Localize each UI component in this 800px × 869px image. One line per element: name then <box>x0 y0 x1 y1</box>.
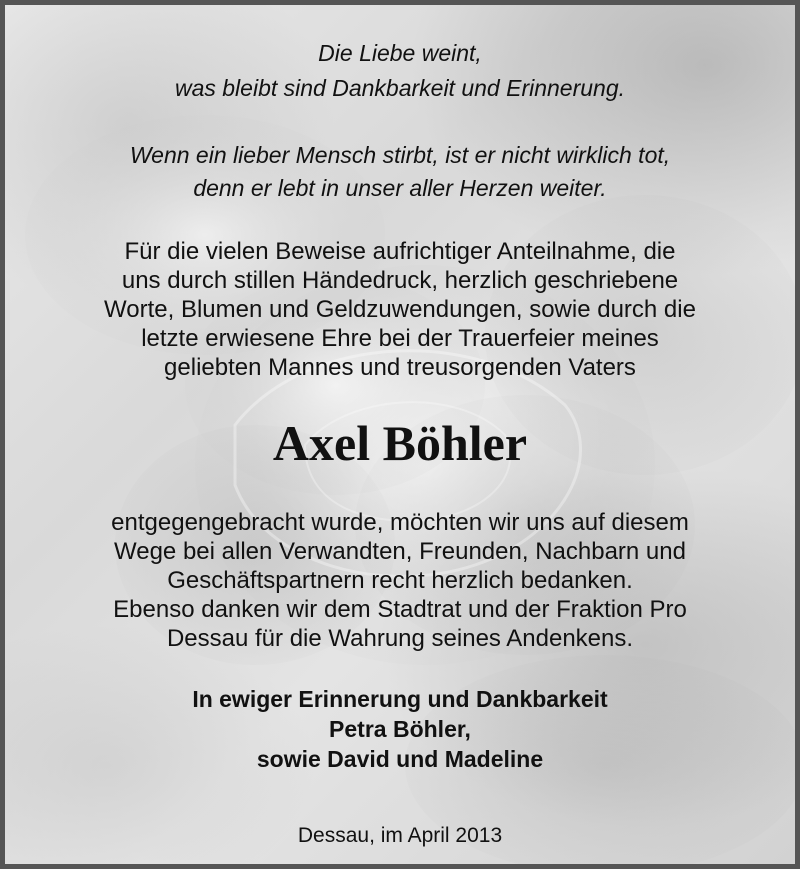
intro-line-3: Worte, Blumen und Geldzuwendungen, sowie durch die <box>104 296 696 323</box>
signature-line-2: Petra Böhler, <box>329 716 471 742</box>
thanks-line-4: Ebenso danken wir dem Stadtrat und der Fraktion Pro <box>113 596 687 623</box>
verse-line-2: was bleibt sind Dankbarkeit und Erinnerung. <box>174 75 626 101</box>
signature-line-1: In ewiger Erinnerung und Dankbarkeit <box>192 686 608 712</box>
obituary-content <box>5 5 795 864</box>
thanks-line-2: Wege bei allen Verwandten, Freunden, Nachbarn und <box>114 538 686 565</box>
intro-line-5: geliebten Mannes und treusorgenden Vaters <box>164 354 636 381</box>
place-date: Dessau, im April 2013 <box>297 824 503 847</box>
verse-line-3: Wenn ein lieber Mensch stirbt, ist er nicht wirklich tot, <box>129 142 671 168</box>
verse-line-1: Die Liebe weint, <box>318 40 482 66</box>
thanks-line-3: Geschäftspartnern recht herzlich bedanken. <box>167 567 633 594</box>
verse-line-4: denn er lebt in unser aller Herzen weiter. <box>193 175 607 201</box>
signature-line-3: sowie David und Madeline <box>256 746 544 772</box>
thanks-line-1: entgegengebracht wurde, möchten wir uns auf diesem <box>111 509 689 536</box>
intro-line-1: Für die vielen Beweise aufrichtiger Anteilnahme, die <box>124 238 676 265</box>
intro-line-2: uns durch stillen Händedruck, herzlich geschriebene <box>121 267 679 294</box>
thanks-line-5: Dessau für die Wahrung seines Andenkens. <box>166 625 634 652</box>
intro-line-4: letzte erwiesene Ehre bei der Trauerfeier meines <box>141 325 659 352</box>
deceased-name: Axel Böhler <box>272 415 528 471</box>
